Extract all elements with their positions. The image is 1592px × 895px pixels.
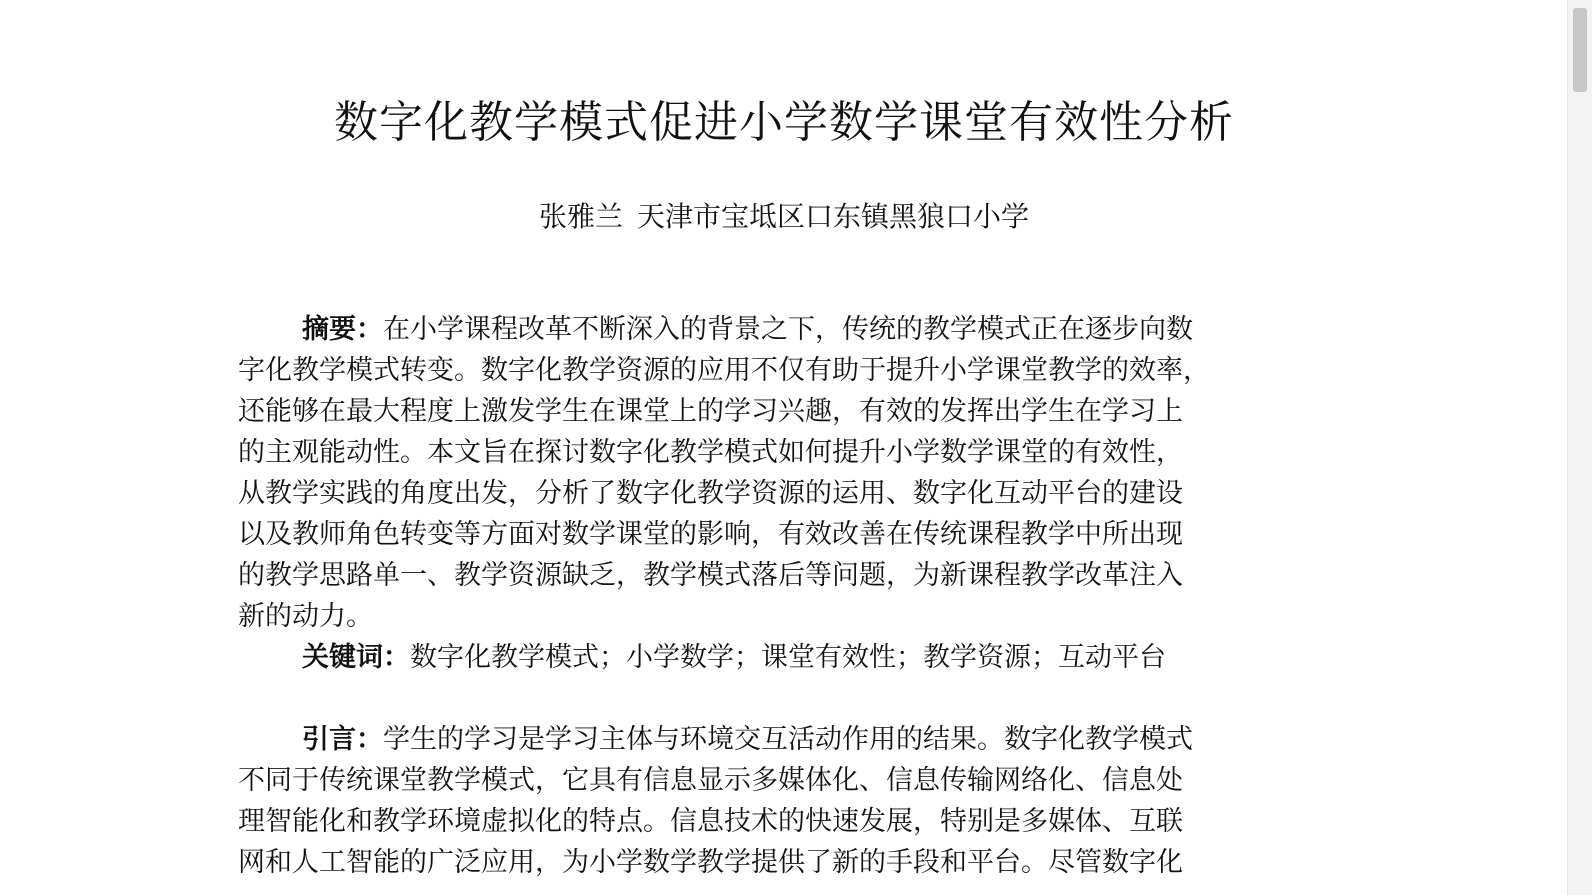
introduction-line: 网和人工智能的广泛应用，为小学数学教学提供了新的手段和平台。尽管数字化 [238,847,1183,878]
author-affiliation: 天津市宝坻区口东镇黑狼口小学 [637,200,1030,233]
paper-title: 数字化教学模式促进小学数学课堂有效性分析 [334,97,1234,148]
introduction-line: 不同于传统课堂教学模式，它具有信息显示多媒体化、信息传输网络化、信息处 [238,765,1183,796]
abstract-label: 摘要： [302,314,383,345]
abstract-section [238,309,1332,637]
abstract-line [238,309,1332,350]
introduction-section [238,719,1332,883]
introduction-line [238,719,1332,760]
abstract-line: 字化教学模式转变。数字化教学资源的应用不仅有助于提升小学课堂教学的效率， [238,355,1210,386]
abstract-line: 以及教师角色转变等方面对数学课堂的影响，有效改善在传统课程教学中所出现 [238,519,1183,550]
introduction-label: 引言： [302,724,383,755]
abstract-line: 新的动力。 [238,601,373,632]
abstract-line: 从教学实践的角度出发，分析了数字化教学资源的运用、数字化互动平台的建设 [238,478,1183,509]
keywords-text: 数字化教学模式；小学数学；课堂有效性；教学资源；互动平台 [410,642,1166,673]
abstract-line: 的主观能动性。本文旨在探讨数字化教学模式如何提升小学数学课堂的有效性， [238,437,1183,468]
author-line [0,197,1568,237]
keywords-label: 关键词： [302,642,410,673]
introduction-line: 理智能化和教学环境虚拟化的特点。信息技术的快速发展，特别是多媒体、互联 [238,806,1183,837]
vertical-scrollbar[interactable] [1567,0,1592,895]
author-name: 张雅兰 [538,200,623,233]
abstract-text: 在小学课程改革不断深入的背景之下，传统的教学模式正在逐步向数 [383,314,1193,345]
scrollbar-thumb[interactable] [1573,8,1587,92]
abstract-line: 的教学思路单一、教学资源缺乏，教学模式落后等问题，为新课程教学改革注入 [238,560,1183,591]
abstract-line: 还能够在最大程度上激发学生在课堂上的学习兴趣，有效的发挥出学生在学习上 [238,396,1183,427]
keywords-line [238,637,1332,678]
introduction-text: 学生的学习是学习主体与环境交互活动作用的结果。数字化教学模式 [383,724,1193,755]
keywords-section [238,637,1332,678]
